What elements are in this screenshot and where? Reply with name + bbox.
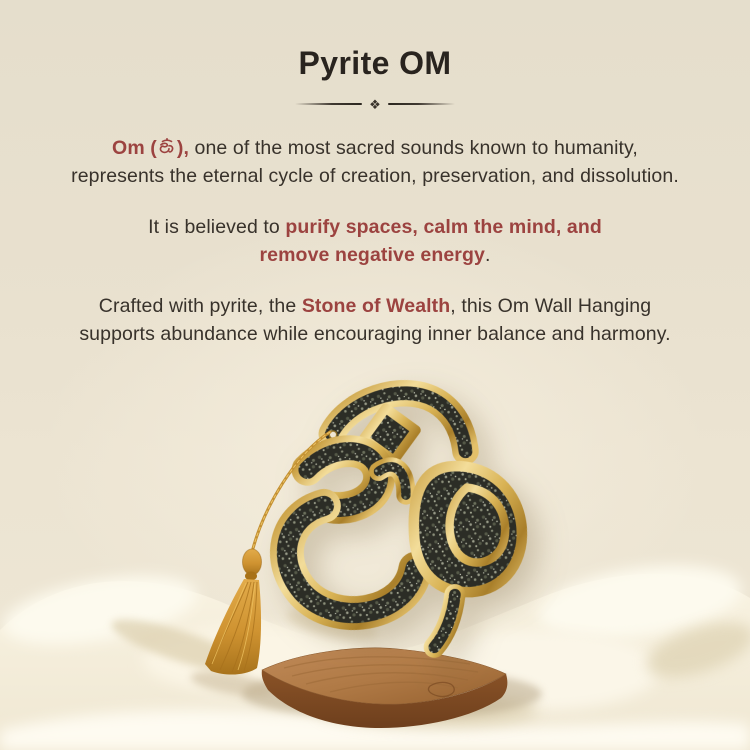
divider-line-left [295, 103, 362, 105]
crafted-line2-text: supports abundance while encouraging inner balance and harmony. [79, 323, 671, 345]
diamond-ornament-icon: ❖ [369, 96, 381, 112]
om-devanagari-glyph-icon [158, 137, 176, 156]
intro-paragraph [32, 134, 718, 190]
crafted-line1-rest: , this Om Wall Hanging [450, 295, 652, 317]
intro-line1-text: one of the most sacred sounds known to humanity, [189, 137, 638, 159]
copy-block [0, 0, 750, 348]
belief-period: . [484, 244, 491, 266]
intro-line2-text: represents the eternal cycle of creation, preservation, and dissolution. [71, 165, 679, 187]
page-title: Pyrite OM [298, 45, 452, 81]
divider-line-right [388, 103, 455, 105]
belief-highlight-line2: remove negative energy [259, 244, 485, 266]
om-symbol [264, 377, 538, 667]
crafted-line1-prefix: Crafted with pyrite, the [98, 295, 302, 317]
belief-highlight-line1: purify spaces, calm the mind, and [285, 216, 602, 238]
ornamental-divider [295, 97, 455, 111]
belief-line1-text: It is believed to [148, 216, 286, 238]
stone-of-wealth-highlight: Stone of Wealth [301, 295, 451, 317]
om-highlight: Om ( ), [112, 137, 189, 159]
crafted-paragraph [35, 292, 715, 348]
belief-paragraph [95, 213, 655, 269]
om-wall-hanging [204, 352, 565, 696]
